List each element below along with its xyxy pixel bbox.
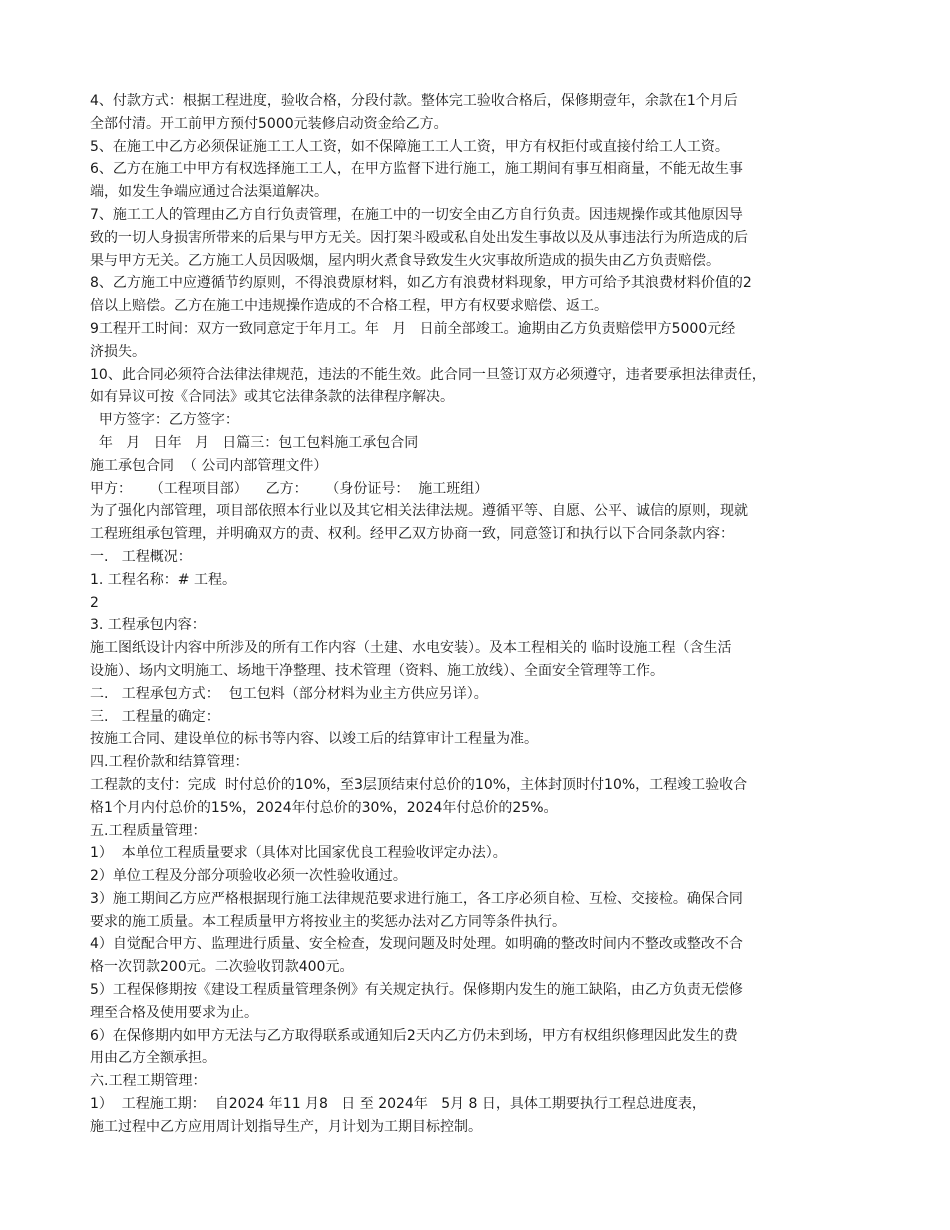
text-line: 为了强化内部管理，项目部依照本行业以及其它相关法律法规。遵循平等、自愿、公平、诚信的原则，现就 [90, 503, 748, 520]
text-line: 要求的施工质量。本工程质量甲方将按业主的奖惩办法对乙方同等条件执行。 [90, 913, 566, 930]
text-line: 5）工程保修期按《建设工程质量管理条例》有关规定执行。保修期内发生的施工缺陷，由乙方负责无偿修 [90, 982, 743, 999]
text-line: 2 [90, 594, 99, 611]
text-line: 设施）、场内文明施工、场地干净整理、技术管理（资料、施工放线）、全面安全管理等工作。 [90, 662, 664, 679]
text-line: 8、乙方施工中应遵循节约原则，不得浪费原材料，如乙方有浪费材料现象，甲方可给予其浪费材料价值的2 [90, 275, 752, 292]
text-line: 施工过程中乙方应用周计划指导生产，月计划为工期目标控制。 [90, 1118, 482, 1135]
text-line: 工程款的支付：完成 时付总价的10%，至3层顶结束付总价的10%，主体封顶时付10%，工程竣工验收合 [90, 776, 748, 793]
contract-title: 施工承包合同 （ 公司内部管理文件） [90, 457, 328, 474]
text-line: 按施工合同、建设单位的标书等内容、以竣工后的结算审计工程量为准。 [90, 731, 538, 748]
text-line: 端，如发生争端应通过合法渠道解决。 [90, 184, 328, 201]
text-line: 格一次罚款200元。二次验收罚款400元。 [90, 959, 354, 976]
text-line: 济损失。 [90, 343, 146, 360]
date-line: 年 月 日年 月 日篇三：包工包料施工承包合同 [90, 434, 419, 451]
text-line: 格1个月内付总价的15%，2024年付总价的30%，2024年付总价的25%。 [90, 799, 558, 816]
text-line: 2）单位工程及分部分项验收必须一次性验收通过。 [90, 868, 407, 885]
parties-line: 甲方： （工程项目部） 乙方： （身份证号： 施工班组） [90, 480, 489, 497]
text-line: 工程班组承包管理，并明确双方的责、权利。经甲乙双方协商一致，同意签订和执行以下合同条款内容： [90, 526, 734, 543]
text-line: 理至合格及使用要求为止。 [90, 1004, 258, 1021]
text-line: 致的一切人身损害所带来的后果与甲方无关。因打架斗殴或私自处出发生事故以及从事违法行为所造成的后 [90, 229, 748, 246]
text-line: 1） 工程施工期： 自2024 年11 月8 日 至 2024年 5月 8 日，具体工期要执行工程总进度表， [90, 1096, 706, 1113]
section-heading: 一. 工程概况： [90, 548, 192, 565]
text-line: 4）自觉配合甲方、监理进行质量、安全检查，发现问题及时处理。如明确的整改时间内不整改或整改不合 [90, 936, 743, 953]
text-line: 3）施工期间乙方应严格根据现行施工法律规范要求进行施工，各工序必须自检、互检、交接检。确保合同 [90, 890, 743, 907]
text-line: 6）在保修期内如甲方无法与乙方取得联系或通知后2天内乙方仍未到场，甲方有权组织修理因此发生的费 [90, 1027, 738, 1044]
text-line: 用由乙方全额承担。 [90, 1050, 216, 1067]
text-line: 9工程开工时间：双方一致同意定于年月工。年 月 日前全部竣工。逾期由乙方负责赔偿甲方5000元经 [90, 320, 736, 337]
section-heading: 四.工程价款和结算管理： [90, 754, 249, 771]
text-line: 7、施工工人的管理由乙方自行负责管理，在施工中的一切安全由乙方自行负责。因违规操作或其他原因导 [90, 206, 743, 223]
section-heading: 二. 工程承包方式： 包工包料（部分材料为业主方供应另详）。 [90, 685, 488, 702]
section-heading: 五.工程质量管理： [90, 822, 207, 839]
text-line: 3. 工程承包内容： [90, 617, 206, 634]
text-line: 1） 本单位工程质量要求（具体对比国家优良工程验收评定办法）。 [90, 845, 507, 862]
text-line: 全部付清。开工前甲方预付5000元装修启动资金给乙方。 [90, 115, 448, 132]
text-line: 10、此合同必须符合法律法律规范，违法的不能生效。此合同一旦签订双方必须遵守，违者要承担法律责任， [90, 366, 766, 383]
section-heading: 三. 工程量的确定： [90, 708, 220, 725]
text-line: 倍以上赔偿。乙方在施工中违规操作造成的不合格工程，甲方有权要求赔偿、返工。 [90, 298, 608, 315]
text-line: 果与甲方无关。乙方施工人员因吸烟，屋内明火煮食导致发生火灾事故所造成的损失由乙方负责赔偿。 [90, 252, 720, 269]
section-heading: 六.工程工期管理： [90, 1073, 207, 1090]
text-line: 如有异议可按《合同法》或其它法律条款的法律程序解决。 [90, 389, 454, 406]
signature-line: 甲方签字：乙方签字： [90, 412, 239, 429]
text-line: 施工图纸设计内容中所涉及的所有工作内容（土建、水电安装）。及本工程相关的 临时设施工程（含生活 [90, 640, 732, 657]
text-line: 1. 工程名称：# 工程。 [90, 571, 236, 588]
text-line: 6、乙方在施工中甲方有权选择施工工人，在甲方监督下进行施工，施工期间有事互相商量，不能无故生事 [90, 161, 743, 178]
text-line: 5、在施工中乙方必须保证施工工人工资，如不保障施工工人工资，甲方有权拒付或直接付给工人工资。 [90, 138, 729, 155]
text-line: 4、付款方式：根据工程进度，验收合格，分段付款。整体完工验收合格后，保修期壹年，余款在1个月后 [90, 93, 738, 109]
